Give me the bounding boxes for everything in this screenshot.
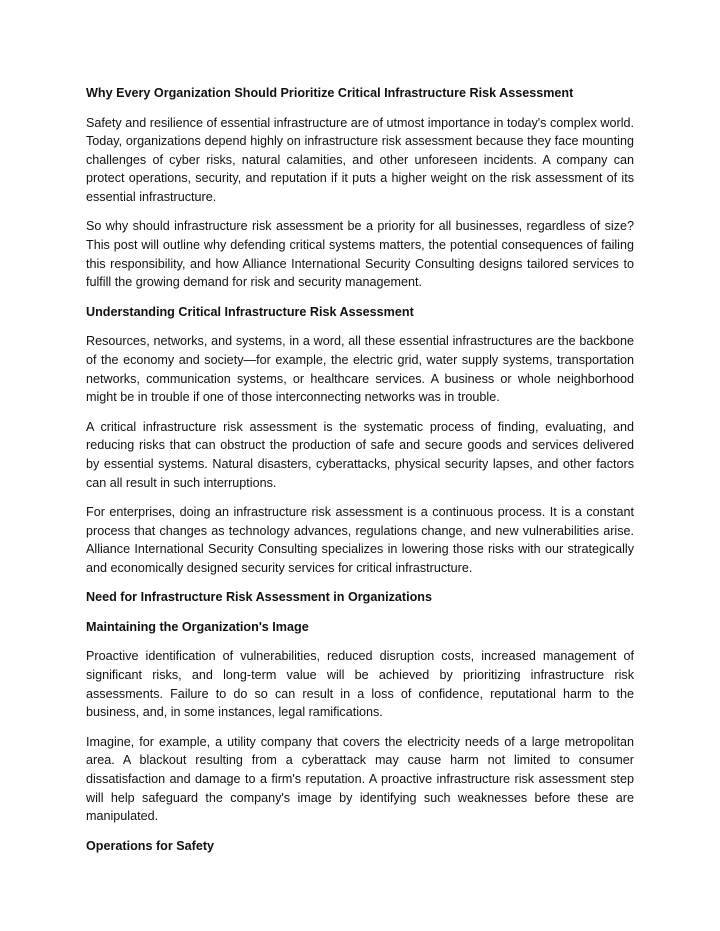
image-paragraph-1: Proactive identification of vulnerabilities, reduced disruption costs, increased management of significant risks, and long-term value will be achieved by prioritizing infrastructure risk assessments. Failure to do so can result in a loss of confidence, reputational harm to the business, and, in some instances, legal ramifications. [86, 649, 634, 720]
understanding-paragraph-3: For enterprises, doing an infrastructure risk assessment is a continuous process. It is a constant process that changes as technology advances, regulations change, and new vulnerabilities arise. Alliance International Security Consulting specializes in lowering those risks with our strategically and economically designed security services for critical infrastructure. [86, 505, 634, 575]
understanding-paragraph-1: Resources, networks, and systems, in a word, all these essential infrastructures are the backbone of the economy and society—for example, the electric grid, water supply systems, transportation networks, communication systems, or healthcare services. A business or whole neighborhood might be in trouble if one of those interconnecting networks was in trouble. [86, 334, 634, 405]
section-heading-operations: Operations for Safety [86, 838, 215, 853]
intro-paragraph-1: Safety and resilience of essential infrastructure are of utmost importance in today's complex world. Today, organizations depend highly on infrastructure risk assessment because they face mounting challenges of cyber risks, natural calamities, and other unforeseen incidents. A company can protect operations, security, and reputation if it puts a higher weight on the risk assessment of its essential infrastructure. [86, 115, 634, 204]
document-page [86, 84, 634, 866]
section-heading-understanding: Understanding Critical Infrastructure Risk Assessment [86, 304, 414, 319]
intro-paragraph-2: So why should infrastructure risk assessment be a priority for all businesses, regardless of size? This post will outline why defending critical systems matters, the potential consequences of failing this responsibility, and how Alliance International Security Consulting designs tailored services to fulfill the growing demand for risk and security management. [86, 219, 634, 290]
understanding-paragraph-2: A critical infrastructure risk assessment is the systematic process of finding, evaluating, and reducing risks that can obstruct the production of safe and secure goods and services delivered by essential systems. Natural disasters, cyberattacks, physical security lapses, and other factors can all result in such interruptions. [86, 419, 634, 490]
image-paragraph-2: Imagine, for example, a utility company that covers the electricity needs of a large metropolitan area. A blackout resulting from a cyberattack may cause harm not limited to consumer dissatisfaction and damage to a firm's reputation. A proactive infrastructure risk assessment step will help safeguard the company's image by identifying such weaknesses before these are manipulated. [86, 734, 634, 824]
section-heading-need: Need for Infrastructure Risk Assessment in Organizations [86, 590, 432, 605]
document-title: Why Every Organization Should Prioritize Critical Infrastructure Risk Assessment [86, 86, 574, 100]
section-heading-image: Maintaining the Organization's Image [86, 619, 309, 634]
